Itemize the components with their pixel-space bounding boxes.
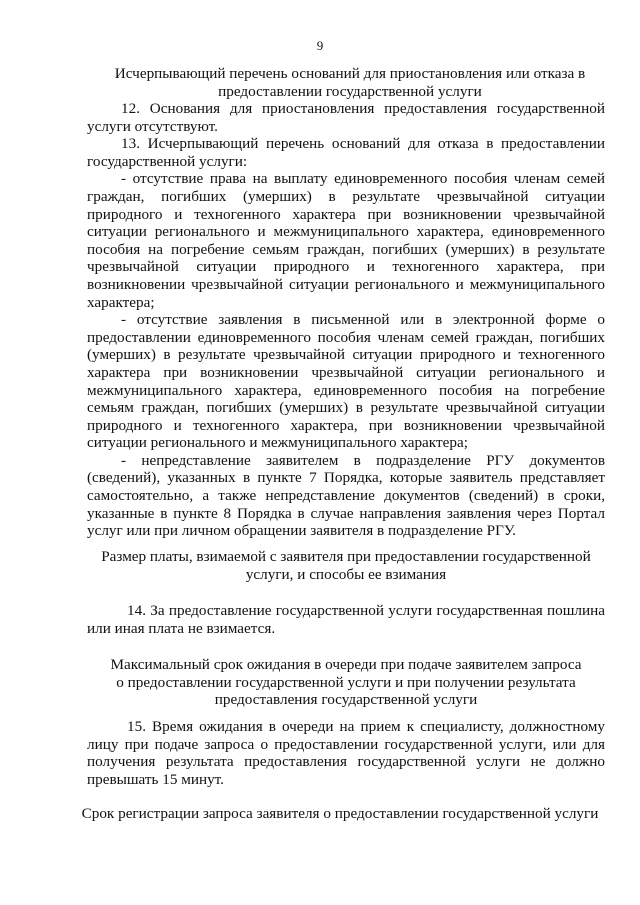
heading-suspension-refusal [95,65,605,100]
heading-line: Размер платы, взимаемой с заявителя при предоставлении государственной [101,548,591,565]
section-queue-time [87,718,605,788]
heading-line: услуги, и способы ее взимания [245,565,447,583]
list-item-no-application: - отсутствие заявления в письменной или в электронной форме о предоставлении единовременного пособия членам семей граждан, погибших (умерших) в результате чрезвычайной ситуации природного и техногенного характера при возникновении чрезвычайной ситуации регионального и межмуниципального характера, единовременного пособия на погребение семьям граждан, погибших (умерших) в результате чрезвычайной ситуации природного и техногенного характера, при возникновении чрезвычайной ситуации регионального и межмуниципального характера; [87,311,605,452]
heading-fee [87,548,605,583]
section-refusal-grounds [87,100,605,540]
heading-queue-time [87,656,605,709]
paragraph-14: 14. За предоставление государственной услуги государственная пошлина или иная плата не взимается. [87,602,605,637]
section-fee [87,602,605,637]
list-item-no-documents: - непредставление заявителем в подразделение РГУ документов (сведений), указанных в пункте 7 Порядка, которые заявитель представляет самостоятельно, а также непредставление документов (сведений) в сроки, указанные в пункте 8 Порядка в случае направления заявления через Портал услуг или при личном обращении заявителя в подразделение РГУ. [87,451,605,540]
paragraph-13: 13. Исчерпывающий перечень оснований для отказа в предоставлении государственной услуги: [87,135,605,170]
paragraph-12: 12. Основания для приостановления предоставления государственной услуги отсутствуют. [87,100,605,135]
heading-line: предоставлении государственной услуги [218,82,482,100]
heading-registration-term: Срок регистрации запроса заявителя о предоставлении государственной услуги [81,805,599,822]
paragraph-15: 15. Время ожидания в очереди на прием к специалисту, должностному лицу при подаче запроса о предоставлении государственной услуги, или для получения результата предоставления государственной услуги не должно превышать 15 минут. [87,718,605,788]
list-item-no-right: - отсутствие права на выплату единовременного пособия членам семей граждан, погибших (умерших) в результате чрезвычайной ситуации природного и техногенного характера при возникновении чрезвычайной ситуации регионального и межмуниципального характера, единовременного пособия на погребение семьям граждан, погибших (умерших) в результате чрезвычайной ситуации природного и техногенного характера, при возникновении чрезвычайной ситуации регионального и межмуниципального характера; [87,170,605,311]
heading-line: Максимальный срок ожидания в очереди при подаче заявителем запроса [110,656,582,673]
heading-line: Исчерпывающий перечень оснований для приостановления или отказа в [114,65,586,82]
heading-line: о предоставлении государственной услуги и при получении результата [116,673,576,691]
heading-line: предоставления государственной услуги [214,691,478,709]
page-number: 9 [316,38,324,53]
